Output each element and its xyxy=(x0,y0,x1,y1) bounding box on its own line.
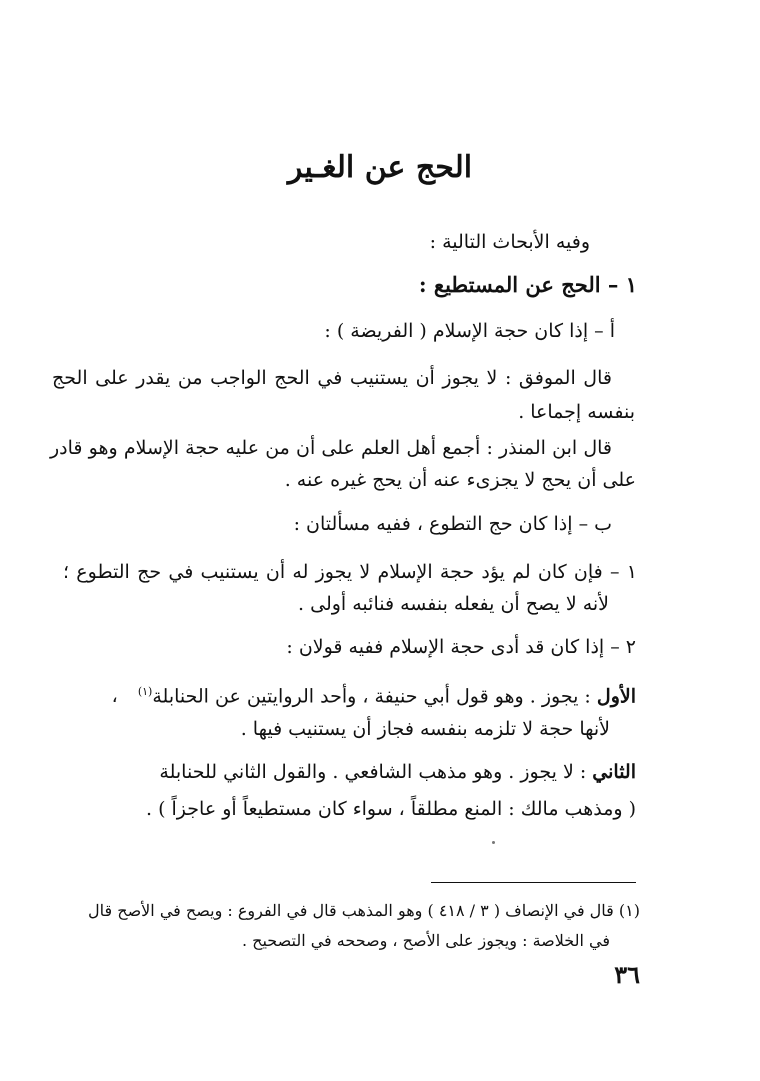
paragraph-line: قال الموفق : لا يجوز أن يستنيب في الحج الواجب من يقدر على الحج xyxy=(52,367,612,389)
page-number: ٣٦ xyxy=(614,960,640,989)
paragraph-line: على أن يحج لا يجزىء عنه أن يحج غيره عنه . xyxy=(284,469,636,491)
speck-mark xyxy=(492,841,495,844)
list-item: ١ – فإن كان لم يؤد حجة الإسلام لا يجوز له أن يستنيب في حج التطوع ؛ xyxy=(63,561,637,583)
opinion-text: : يجوز . وهو قول أبي حنيفة ، وأحد الروايتين عن الحنابلة xyxy=(152,685,591,708)
subheading-a: أ – إذا كان حجة الإسلام ( الفريضة ) : xyxy=(324,320,615,342)
intro-text: وفيه الأبحاث التالية : xyxy=(429,231,590,253)
footnote-line: في الخلاصة : ويجوز على الأصح ، وصححه في التصحيح . xyxy=(241,931,610,950)
page-title: الحج عن الغـير xyxy=(287,150,473,185)
punctuation: ، xyxy=(111,685,118,708)
footnote-line: (١) قال في الإنصاف ( ٣ / ٤١٨ ) وهو المذهب قال في الفروع : ويصح في الأصح قال xyxy=(88,901,640,920)
section-heading: ١ – الحج عن المستطيع : xyxy=(418,272,637,297)
opinion-text: لأنها حجة لا تلزمه بنفسه فجاز أن يستنيب فيها . xyxy=(240,718,610,740)
paragraph-line: قال ابن المنذر : أجمع أهل العلم على أن من عليه حجة الإسلام وهو قادر xyxy=(50,437,612,459)
opinion-text: ( ومذهب مالك : المنع مطلقاً ، سواء كان مستطيعاً أو عاجزاً ) . xyxy=(146,798,636,820)
footnote-divider xyxy=(431,882,636,883)
list-item: لأنه لا يصح أن يفعله بنفسه فنائبه أولى . xyxy=(298,593,609,615)
paragraph-line: بنفسه إجماعا . xyxy=(518,401,635,423)
opinion-label: الأول xyxy=(596,685,636,708)
footnote-reference: (١) xyxy=(137,685,153,698)
list-item: ٢ – إذا كان قد أدى حجة الإسلام ففيه قولان : xyxy=(286,636,636,658)
opinion-second-line xyxy=(159,758,636,786)
opinion-text: : لا يجوز . وهو مذهب الشافعي . والقول الثاني للحنابلة xyxy=(159,761,587,783)
opinion-first-line xyxy=(112,678,636,710)
opinion-label: الثاني xyxy=(592,761,636,783)
subheading-b: ب – إذا كان حج التطوع ، ففيه مسألتان : xyxy=(293,513,612,535)
